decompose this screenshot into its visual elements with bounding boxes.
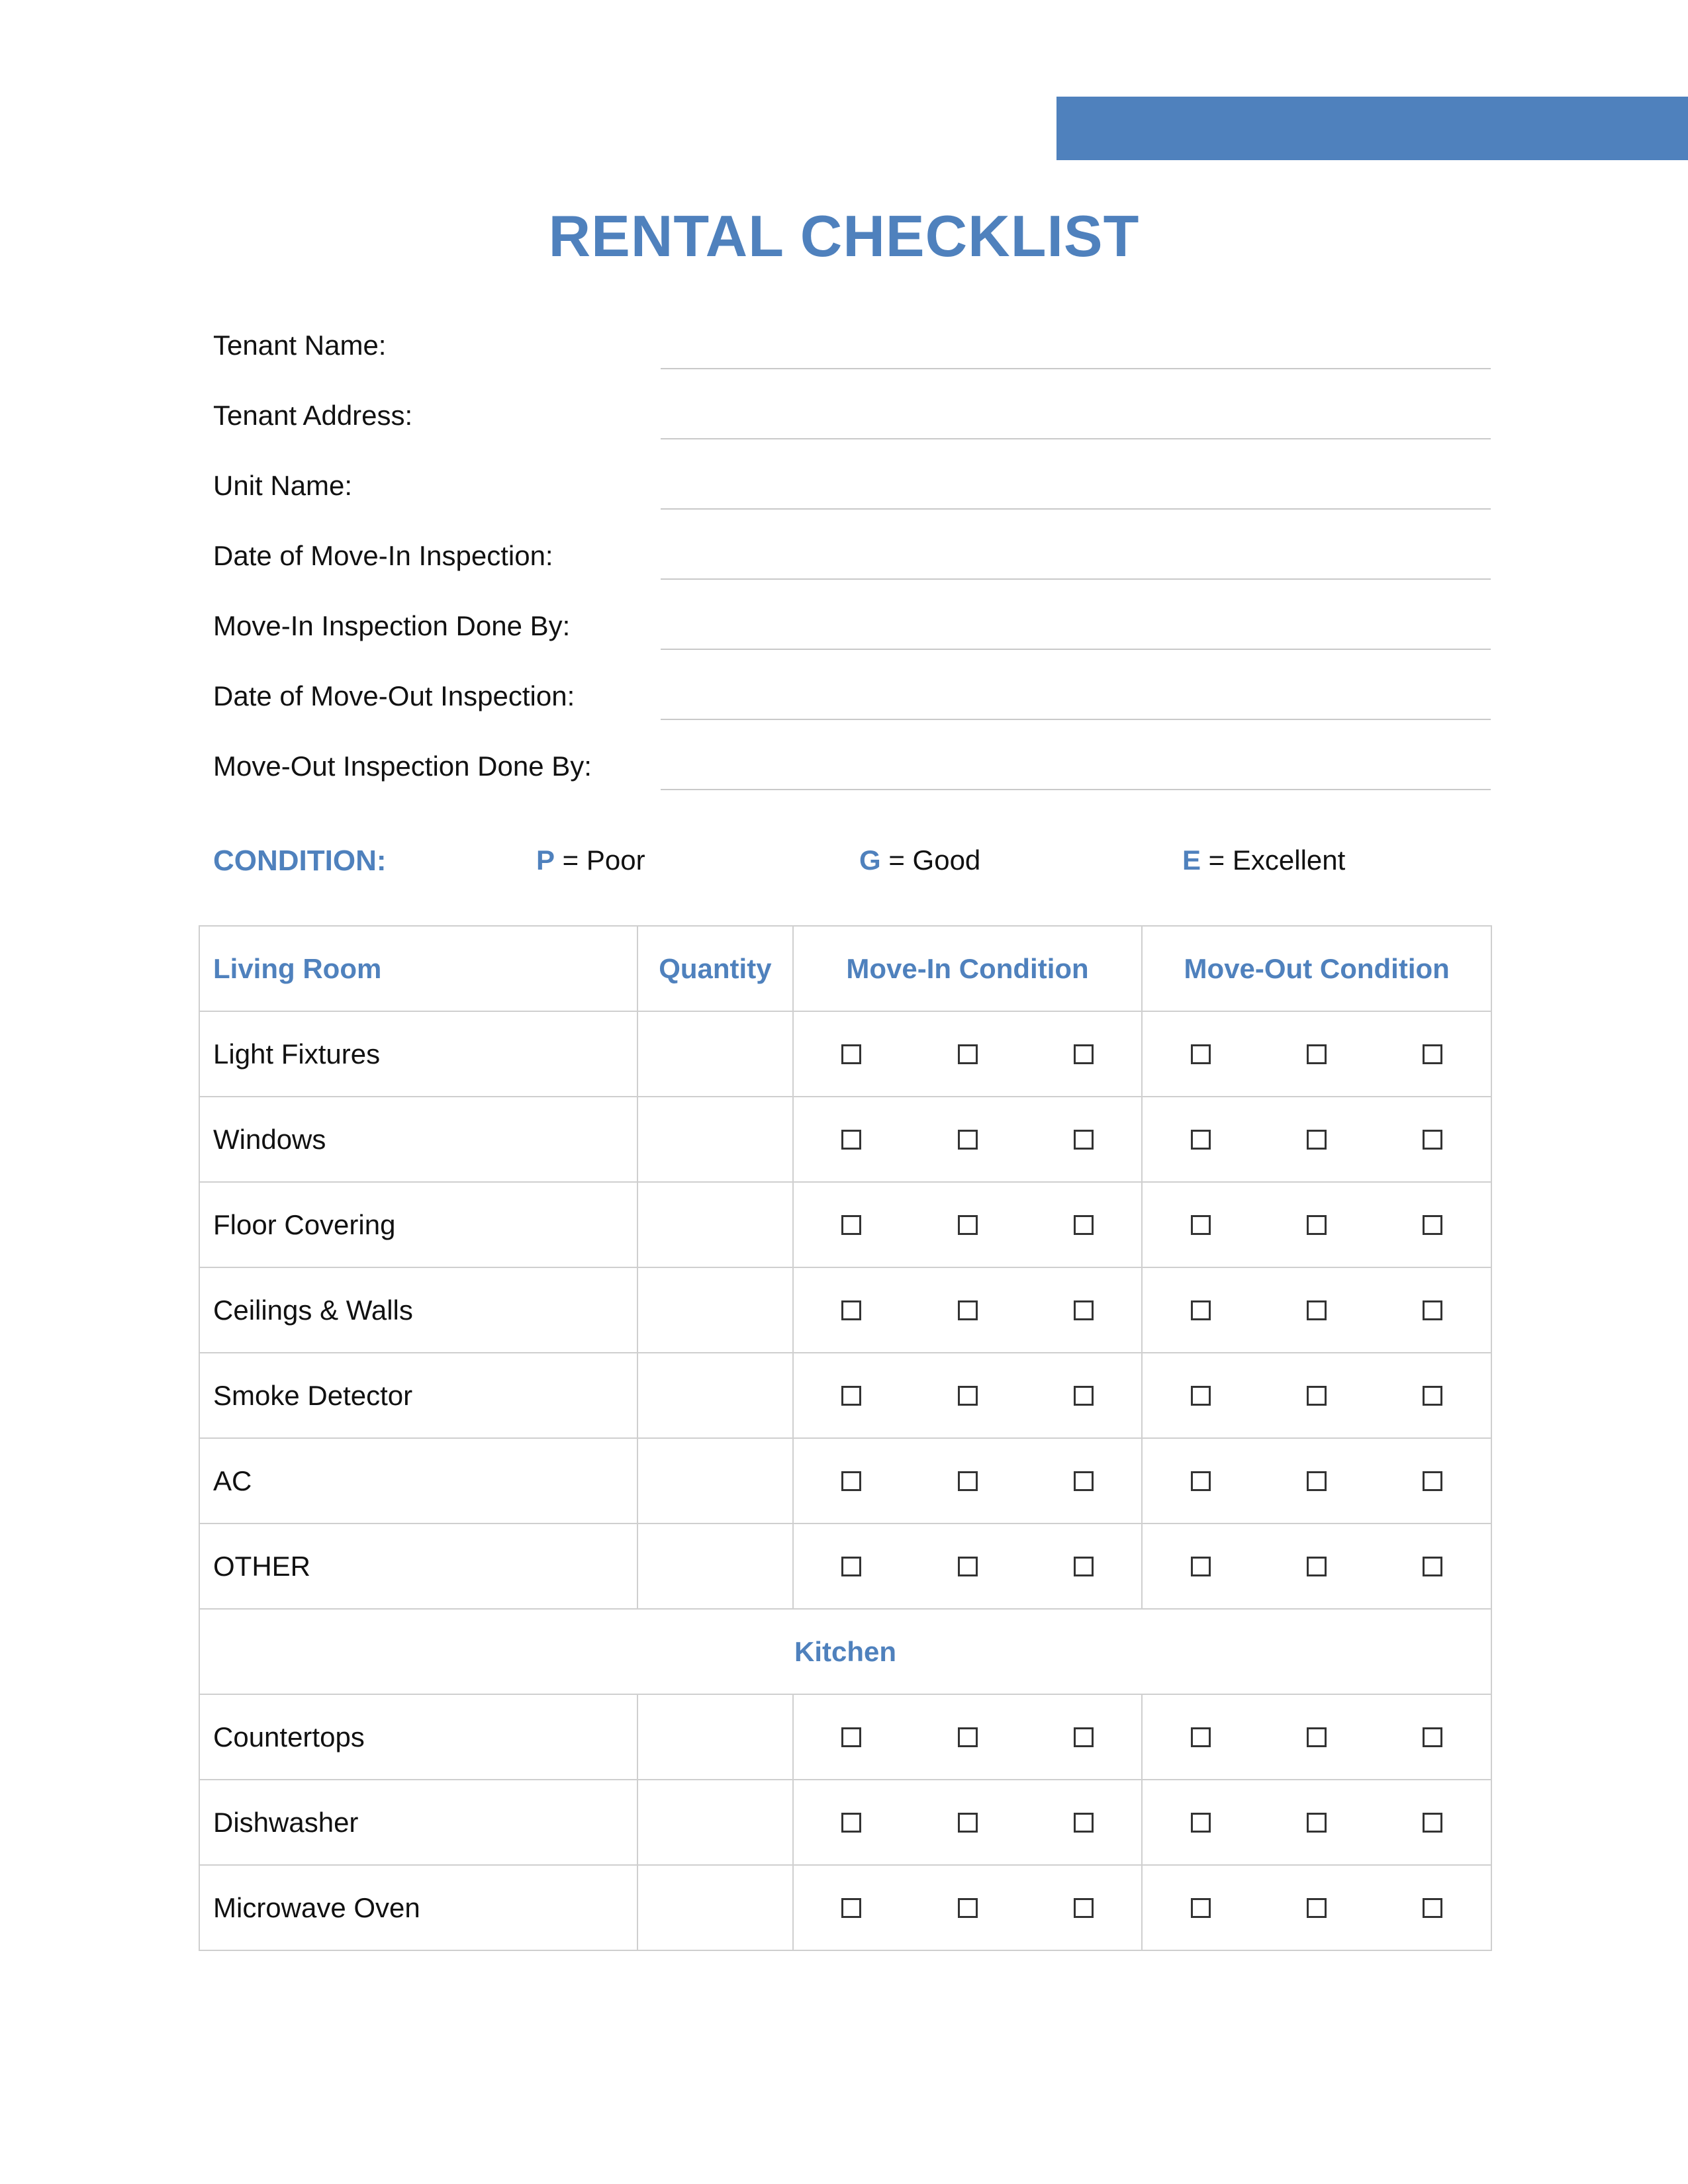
checkbox-poor[interactable] bbox=[841, 1215, 861, 1235]
move-out-checkboxes bbox=[1142, 1524, 1491, 1609]
header-move-in-condition: Move-In Condition bbox=[793, 926, 1143, 1011]
field-move-out-inspector bbox=[213, 745, 1491, 793]
checkbox-good[interactable] bbox=[958, 1215, 978, 1235]
checkbox-excellent[interactable] bbox=[1423, 1471, 1442, 1491]
checkbox-poor[interactable] bbox=[1191, 1557, 1211, 1576]
unit-name-input-line[interactable] bbox=[661, 508, 1491, 510]
field-tenant-address bbox=[213, 394, 1491, 442]
move-in-checkboxes bbox=[793, 1182, 1143, 1267]
checkbox-good[interactable] bbox=[958, 1813, 978, 1833]
checkbox-good[interactable] bbox=[958, 1386, 978, 1406]
checkbox-poor[interactable] bbox=[1191, 1386, 1211, 1406]
checkbox-poor[interactable] bbox=[1191, 1471, 1211, 1491]
checkbox-poor[interactable] bbox=[1191, 1044, 1211, 1064]
move-out-date-input-line[interactable] bbox=[661, 719, 1491, 720]
move-in-checkboxes bbox=[793, 1353, 1143, 1438]
living-room-row bbox=[199, 1353, 1491, 1438]
move-out-checkboxes bbox=[1142, 1438, 1491, 1524]
checkbox-good[interactable] bbox=[958, 1471, 978, 1491]
checkbox-excellent[interactable] bbox=[1074, 1471, 1094, 1491]
quantity-cell[interactable] bbox=[637, 1267, 793, 1353]
kitchen-row bbox=[199, 1780, 1491, 1865]
checkbox-excellent[interactable] bbox=[1074, 1898, 1094, 1918]
item-label: Microwave Oven bbox=[199, 1865, 637, 1950]
quantity-cell[interactable] bbox=[637, 1353, 793, 1438]
checkbox-good[interactable] bbox=[1307, 1898, 1327, 1918]
condition-text: = Excellent bbox=[1201, 844, 1346, 876]
move-in-inspector-input-line[interactable] bbox=[661, 649, 1491, 650]
checkbox-excellent[interactable] bbox=[1423, 1044, 1442, 1064]
checkbox-excellent[interactable] bbox=[1074, 1300, 1094, 1320]
checkbox-poor[interactable] bbox=[1191, 1130, 1211, 1150]
checkbox-poor[interactable] bbox=[841, 1557, 861, 1576]
checkbox-poor[interactable] bbox=[841, 1044, 861, 1064]
living-room-row bbox=[199, 1011, 1491, 1097]
checkbox-excellent[interactable] bbox=[1423, 1386, 1442, 1406]
field-tenant-name bbox=[213, 324, 1491, 372]
tenant-address-input-line[interactable] bbox=[661, 438, 1491, 439]
checkbox-excellent[interactable] bbox=[1074, 1044, 1094, 1064]
checkbox-excellent[interactable] bbox=[1074, 1130, 1094, 1150]
checkbox-excellent[interactable] bbox=[1074, 1215, 1094, 1235]
condition-legend-good bbox=[859, 844, 980, 876]
living-room-row bbox=[199, 1267, 1491, 1353]
field-label: Move-In Inspection Done By: bbox=[213, 610, 571, 641]
checkbox-excellent[interactable] bbox=[1423, 1300, 1442, 1320]
move-out-checkboxes bbox=[1142, 1780, 1491, 1865]
checkbox-good[interactable] bbox=[1307, 1044, 1327, 1064]
move-out-inspector-input-line[interactable] bbox=[661, 789, 1491, 790]
item-label: Windows bbox=[199, 1097, 637, 1182]
checkbox-excellent[interactable] bbox=[1423, 1557, 1442, 1576]
checkbox-good[interactable] bbox=[1307, 1471, 1327, 1491]
kitchen-row bbox=[199, 1694, 1491, 1780]
header-quantity: Quantity bbox=[637, 926, 793, 1011]
move-out-checkboxes bbox=[1142, 1865, 1491, 1950]
kitchen-section-row bbox=[199, 1609, 1491, 1694]
checkbox-excellent[interactable] bbox=[1074, 1386, 1094, 1406]
field-label: Date of Move-In Inspection: bbox=[213, 540, 553, 571]
table-header-row bbox=[199, 926, 1491, 1011]
move-in-date-input-line[interactable] bbox=[661, 578, 1491, 580]
checkbox-excellent[interactable] bbox=[1074, 1557, 1094, 1576]
checkbox-poor[interactable] bbox=[1191, 1215, 1211, 1235]
kitchen-row bbox=[199, 1865, 1491, 1950]
move-in-checkboxes bbox=[793, 1780, 1143, 1865]
checkbox-good[interactable] bbox=[958, 1130, 978, 1150]
quantity-cell[interactable] bbox=[637, 1780, 793, 1865]
checkbox-excellent[interactable] bbox=[1074, 1813, 1094, 1833]
field-move-in-date bbox=[213, 535, 1491, 582]
checkbox-good[interactable] bbox=[1307, 1813, 1327, 1833]
item-label: Dishwasher bbox=[199, 1780, 637, 1865]
condition-legend-poor bbox=[536, 844, 645, 876]
field-unit-name bbox=[213, 465, 1491, 512]
tenant-name-input-line[interactable] bbox=[661, 368, 1491, 369]
move-in-checkboxes bbox=[793, 1694, 1143, 1780]
checkbox-poor[interactable] bbox=[841, 1727, 861, 1747]
condition-text: = Good bbox=[880, 844, 981, 876]
field-label: Move-Out Inspection Done By: bbox=[213, 751, 592, 782]
page-title: RENTAL CHECKLIST bbox=[548, 203, 1140, 269]
field-label: Tenant Address: bbox=[213, 400, 413, 431]
checkbox-poor[interactable] bbox=[1191, 1813, 1211, 1833]
header-living-room: Living Room bbox=[199, 926, 637, 1011]
checkbox-excellent[interactable] bbox=[1423, 1215, 1442, 1235]
checkbox-poor[interactable] bbox=[841, 1471, 861, 1491]
quantity-cell[interactable] bbox=[637, 1011, 793, 1097]
checkbox-excellent[interactable] bbox=[1074, 1727, 1094, 1747]
checkbox-good[interactable] bbox=[1307, 1386, 1327, 1406]
living-room-row bbox=[199, 1097, 1491, 1182]
move-out-checkboxes bbox=[1142, 1267, 1491, 1353]
checkbox-good[interactable] bbox=[1307, 1215, 1327, 1235]
field-label: Date of Move-Out Inspection: bbox=[213, 680, 575, 711]
item-label: Smoke Detector bbox=[199, 1353, 637, 1438]
condition-key: P bbox=[536, 844, 555, 876]
move-in-checkboxes bbox=[793, 1011, 1143, 1097]
field-move-in-inspector bbox=[213, 605, 1491, 653]
condition-legend-excellent bbox=[1182, 844, 1345, 876]
condition-text: = Poor bbox=[555, 844, 645, 876]
move-in-checkboxes bbox=[793, 1865, 1143, 1950]
field-move-out-date bbox=[213, 675, 1491, 723]
checkbox-good[interactable] bbox=[1307, 1557, 1327, 1576]
field-label: Unit Name: bbox=[213, 470, 353, 501]
checkbox-poor[interactable] bbox=[1191, 1300, 1211, 1320]
checkbox-poor[interactable] bbox=[1191, 1898, 1211, 1918]
condition-title: CONDITION: bbox=[213, 844, 387, 877]
quantity-cell[interactable] bbox=[637, 1182, 793, 1267]
checkbox-good[interactable] bbox=[1307, 1130, 1327, 1150]
checkbox-good[interactable] bbox=[1307, 1300, 1327, 1320]
checkbox-good[interactable] bbox=[958, 1727, 978, 1747]
checkbox-poor[interactable] bbox=[841, 1130, 861, 1150]
checkbox-poor[interactable] bbox=[841, 1813, 861, 1833]
checkbox-good[interactable] bbox=[958, 1898, 978, 1918]
checkbox-poor[interactable] bbox=[841, 1300, 861, 1320]
move-out-checkboxes bbox=[1142, 1182, 1491, 1267]
living-room-row bbox=[199, 1438, 1491, 1524]
quantity-cell[interactable] bbox=[637, 1524, 793, 1609]
move-in-checkboxes bbox=[793, 1438, 1143, 1524]
section-title-kitchen: Kitchen bbox=[199, 1609, 1491, 1694]
checkbox-good[interactable] bbox=[958, 1300, 978, 1320]
checkbox-good[interactable] bbox=[958, 1044, 978, 1064]
move-in-checkboxes bbox=[793, 1097, 1143, 1182]
condition-key: G bbox=[859, 844, 881, 876]
checkbox-poor[interactable] bbox=[1191, 1727, 1211, 1747]
move-out-checkboxes bbox=[1142, 1011, 1491, 1097]
quantity-cell[interactable] bbox=[637, 1097, 793, 1182]
checkbox-good[interactable] bbox=[1307, 1727, 1327, 1747]
checkbox-excellent[interactable] bbox=[1423, 1813, 1442, 1833]
checkbox-good[interactable] bbox=[958, 1557, 978, 1576]
condition-key: E bbox=[1182, 844, 1201, 876]
move-in-checkboxes bbox=[793, 1267, 1143, 1353]
item-label: AC bbox=[199, 1438, 637, 1524]
checkbox-excellent[interactable] bbox=[1423, 1130, 1442, 1150]
field-label: Tenant Name: bbox=[213, 330, 387, 361]
checkbox-excellent[interactable] bbox=[1423, 1898, 1442, 1918]
quantity-cell[interactable] bbox=[637, 1438, 793, 1524]
living-room-row bbox=[199, 1524, 1491, 1609]
item-label: Countertops bbox=[199, 1694, 637, 1780]
checklist-table bbox=[199, 925, 1492, 1951]
item-label: Ceilings & Walls bbox=[199, 1267, 637, 1353]
header-accent-bar bbox=[1056, 97, 1688, 160]
checkbox-excellent[interactable] bbox=[1423, 1727, 1442, 1747]
move-out-checkboxes bbox=[1142, 1353, 1491, 1438]
move-in-checkboxes bbox=[793, 1524, 1143, 1609]
item-label: Light Fixtures bbox=[199, 1011, 637, 1097]
move-out-checkboxes bbox=[1142, 1694, 1491, 1780]
checkbox-poor[interactable] bbox=[841, 1386, 861, 1406]
item-label: Floor Covering bbox=[199, 1182, 637, 1267]
header-move-out-condition: Move-Out Condition bbox=[1142, 926, 1491, 1011]
quantity-cell[interactable] bbox=[637, 1865, 793, 1950]
checkbox-poor[interactable] bbox=[841, 1898, 861, 1918]
item-label: OTHER bbox=[199, 1524, 637, 1609]
living-room-row bbox=[199, 1182, 1491, 1267]
quantity-cell[interactable] bbox=[637, 1694, 793, 1780]
move-out-checkboxes bbox=[1142, 1097, 1491, 1182]
